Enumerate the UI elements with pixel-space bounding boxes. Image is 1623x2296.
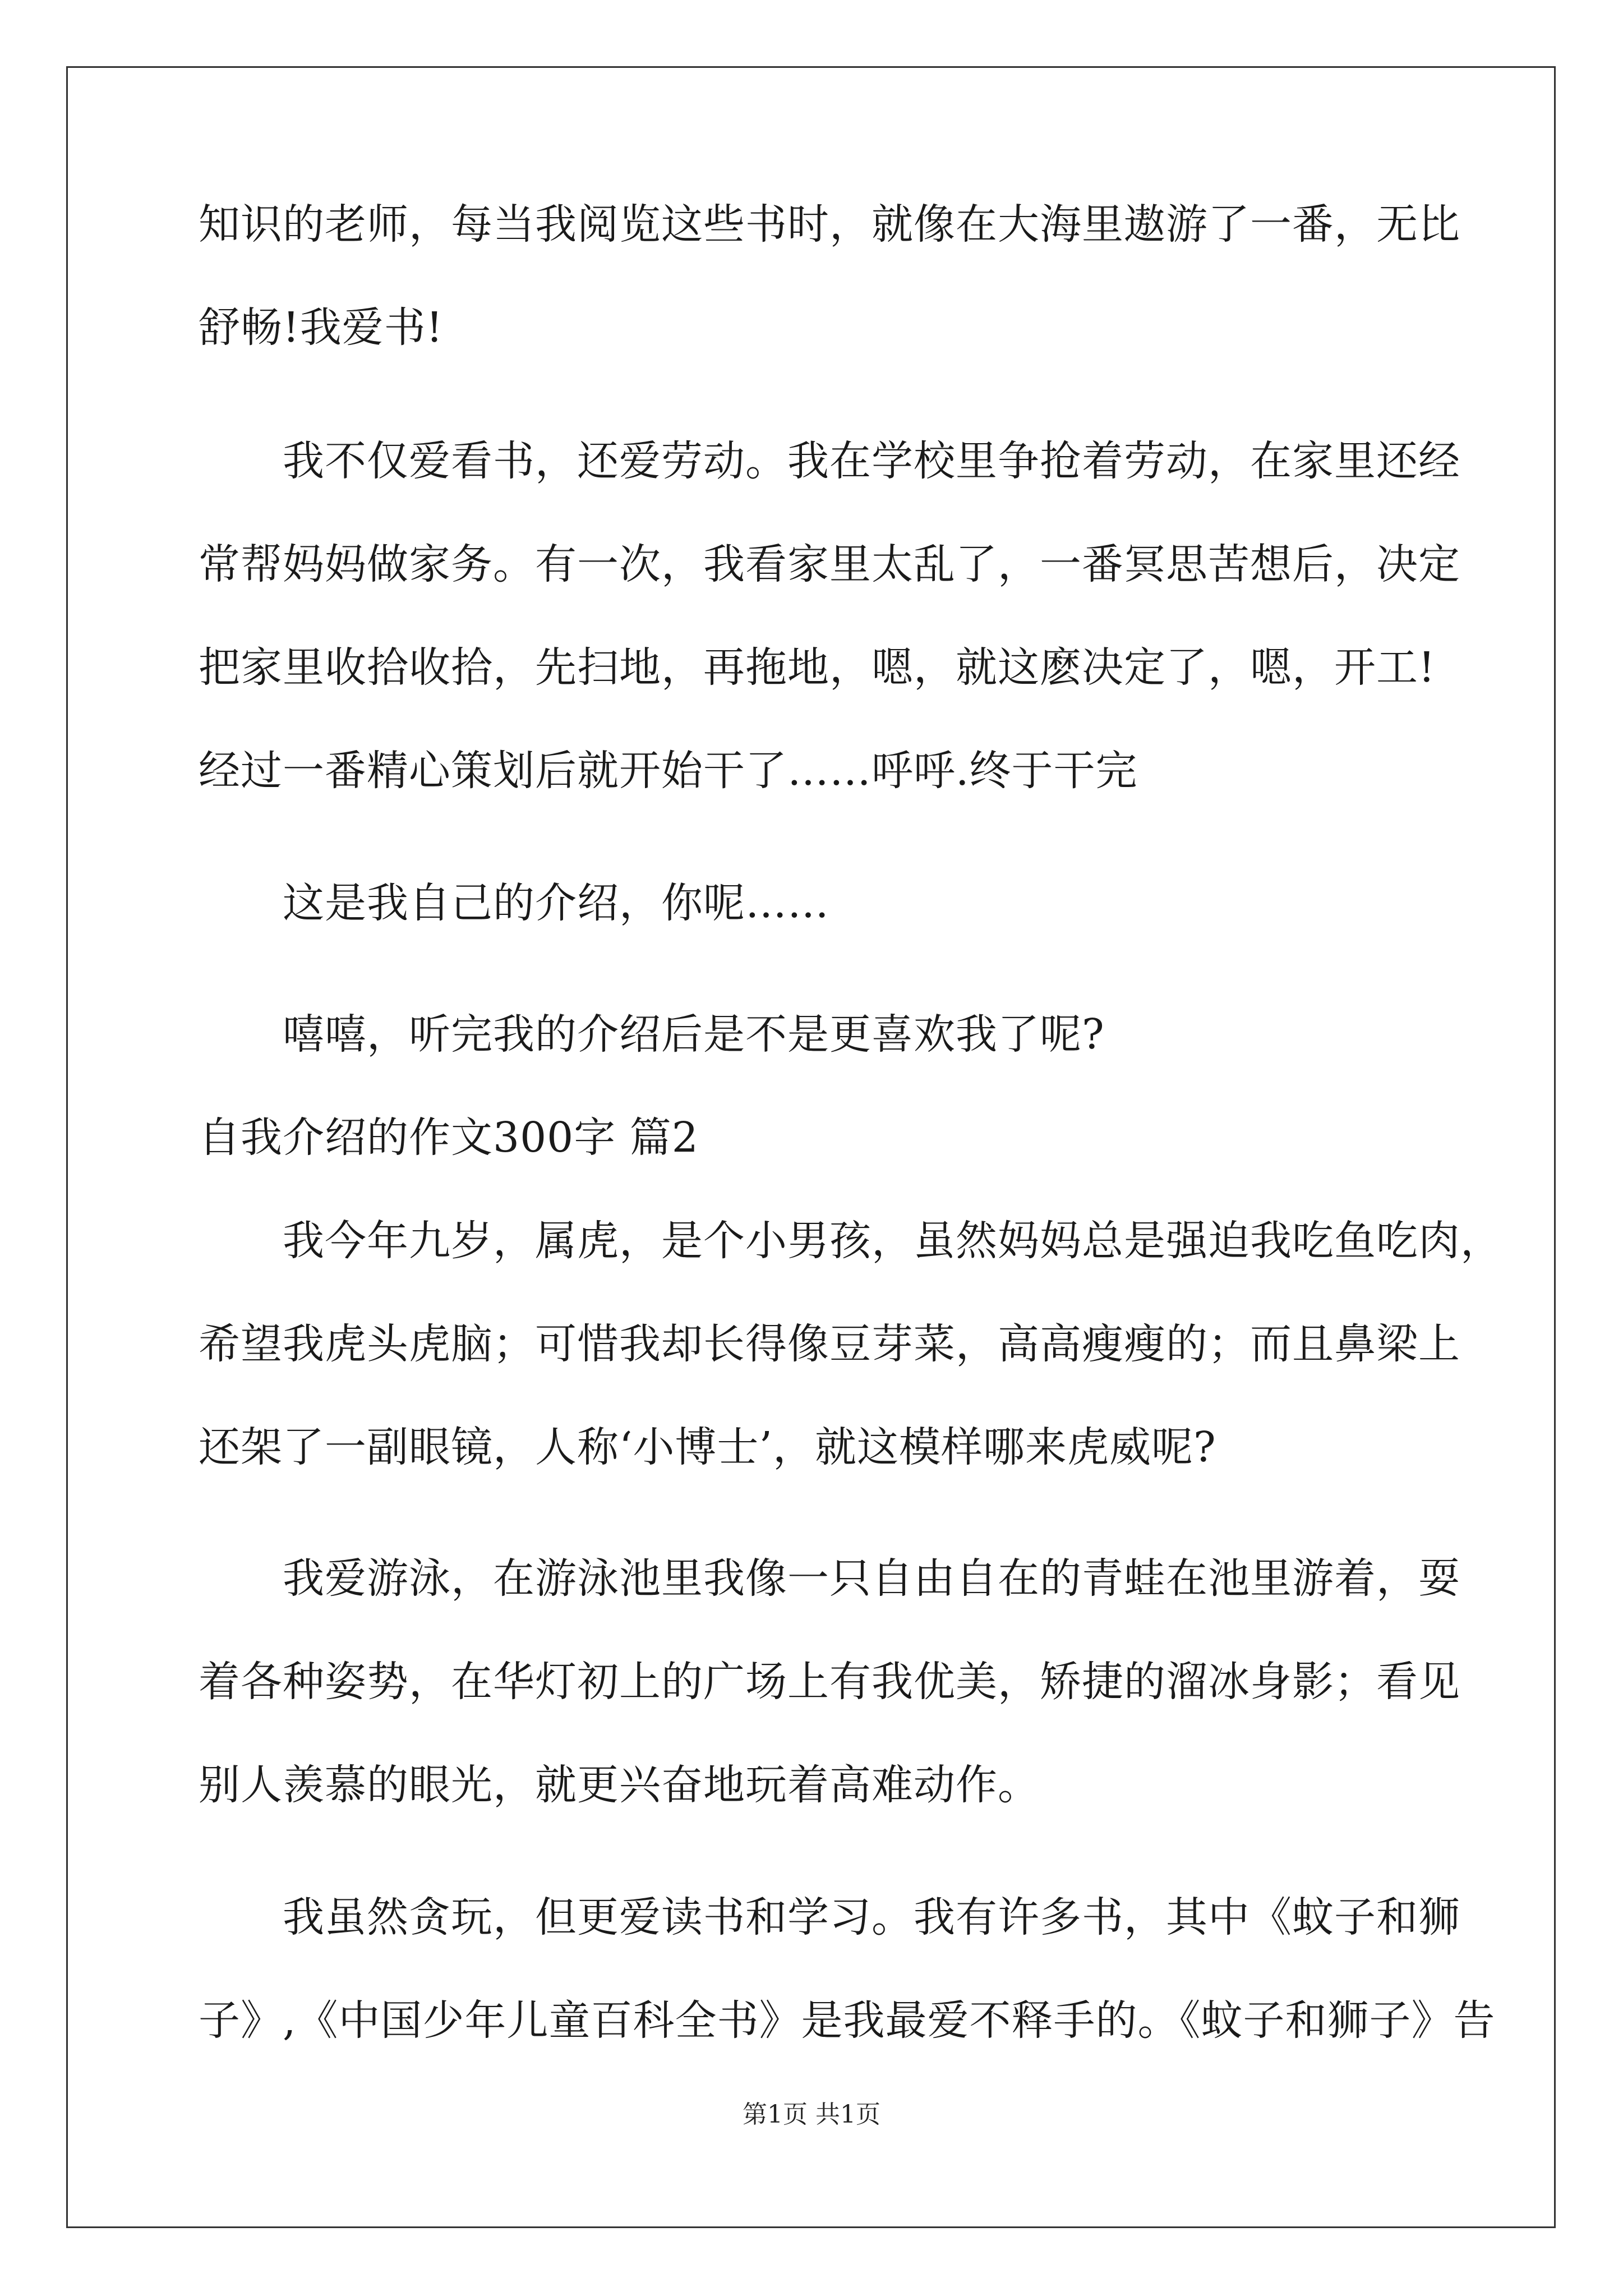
paragraph-start-line: 我今年九岁，属虎，是个小男孩，虽然妈妈总是强迫我吃鱼吃肉， <box>283 1217 1502 1265</box>
text-line: 别人羡慕的眼光，就更兴奋地玩着高难动作。 <box>199 1761 1040 1809</box>
paragraph-start-line: 我虽然贪玩，但更爱读书和学习。我有许多书，其中《蚊子和狮 <box>283 1893 1460 1941</box>
paragraph-start-line: 这是我自己的介绍，你呢…… <box>283 879 829 927</box>
text-line: 知识的老师，每当我阅览这些书时，就像在大海里遨游了一番，无比 <box>199 200 1460 249</box>
paragraph-start-line: 我爱游泳，在游泳池里我像一只自由自在的青蛙在池里游着，耍 <box>283 1554 1460 1603</box>
text-line: 着各种姿势，在华灯初上的广场上有我优美，矫捷的溜冰身影；看见 <box>199 1658 1460 1706</box>
text-line: 常帮妈妈做家务。有一次，我看家里太乱了，一番冥思苦想后，决定 <box>199 540 1460 588</box>
text-line: 舒畅!我爱书! <box>199 303 444 352</box>
page-footer: 第1页 共1页 <box>743 2100 880 2129</box>
paragraph-start-line: 我不仅爱看书，还爱劳动。我在学校里争抢着劳动，在家里还经 <box>283 437 1460 485</box>
text-line: 把家里收拾收拾，先扫地，再拖地，嗯，就这麽决定了，嗯，开工! <box>199 643 1436 692</box>
text-line: 还架了一副眼镜，人称‘小博士’，就这模样哪来虎威呢? <box>199 1423 1216 1471</box>
paragraph-start-line: 嘻嘻，听完我的介绍后是不是更喜欢我了呢? <box>283 1010 1105 1059</box>
text-line: 希望我虎头虎脑；可惜我却长得像豆芽菜，高高瘦瘦的；而且鼻梁上 <box>199 1320 1460 1368</box>
text-line: 经过一番精心策划后就开始干了……呼呼.终于干完 <box>199 747 1138 795</box>
text-line: 子》,《中国少年儿童百科全书》是我最爱不释手的。《蚊子和狮子》告 <box>199 1996 1496 2045</box>
section-heading: 自我介绍的作文300字 篇2 <box>199 1114 699 1162</box>
